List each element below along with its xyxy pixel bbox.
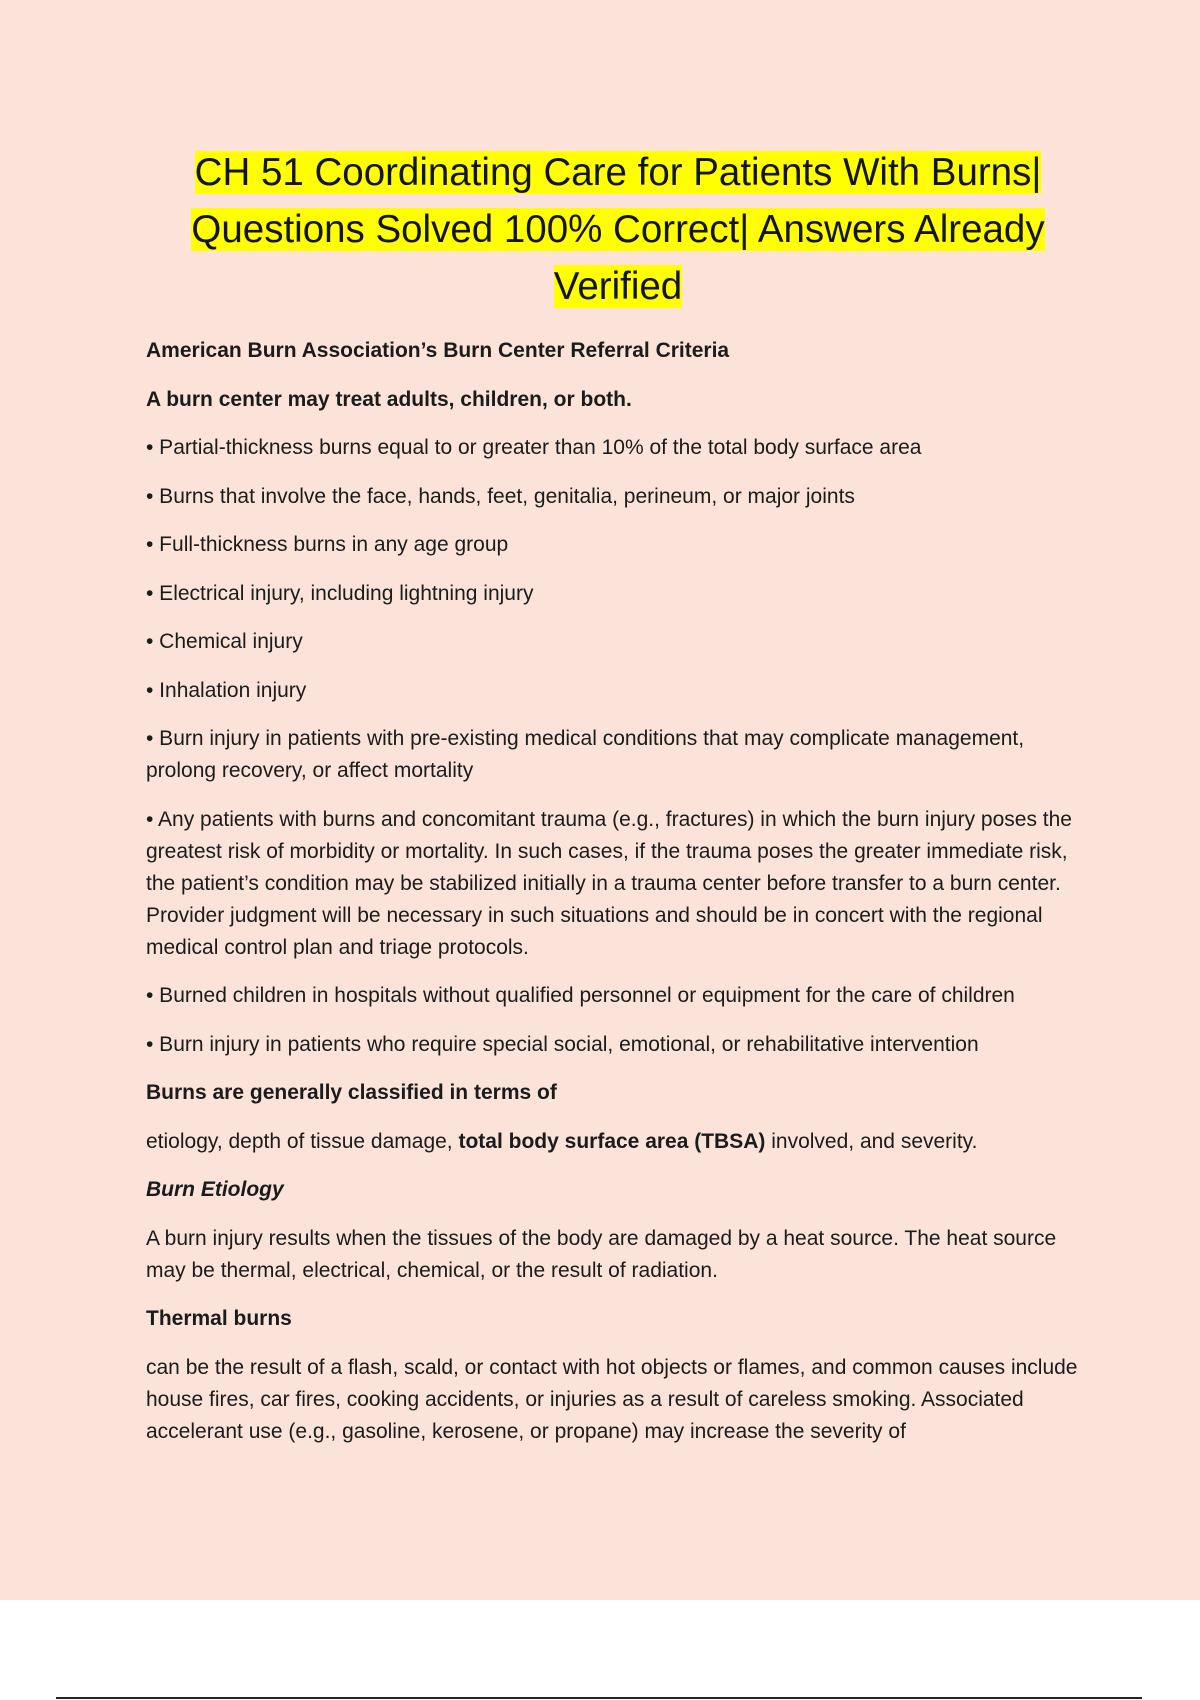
criteria-bullet: • Any patients with burns and concomitant trauma (e.g., fractures) in which the burn injury poses the greatest risk of morbidity or mortality. In such cases, if the trauma poses the greater immediate risk, the patient’s condition may be stabilized initially in a trauma center before transfer to a burn center. Provider judgment will be necessary in such situations and should be in concert with the regional medical control plan and triage protocols. (146, 807, 1072, 959)
criteria-bullet: • Burns that involve the face, hands, feet, genitalia, perineum, or major joints (146, 484, 855, 508)
title-line: Verified (553, 265, 683, 308)
criteria-bullet: • Inhalation injury (146, 678, 307, 702)
criteria-bullet: • Electrical injury, including lightning injury (146, 581, 534, 605)
page-title (150, 144, 1086, 315)
criteria-bullet: • Partial-thickness burns equal to or greater than 10% of the total body surface area (146, 436, 922, 459)
title-line: Questions Solved 100% Correct| Answers Already (191, 208, 1045, 251)
thermal-heading: Thermal burns (146, 1307, 292, 1330)
criteria-bullet: • Burn injury in patients with pre-existing medical conditions that may complicate management, prolong recovery, or affect mortality (146, 727, 1025, 782)
etiology-heading: Burn Etiology (146, 1178, 284, 1201)
thermal-text: can be the result of a flash, scald, or contact with hot objects or flames, and common causes include house fires, car fires, cooking accidents, or injuries as a result of careless smoking. Associated accelerant use (e.g., gasoline, kerosene, or propane) may increase the severity of (146, 1355, 1078, 1443)
etiology-text: A burn injury results when the tissues of the body are damaged by a heat source. The heat source may be thermal, electrical, chemical, or the result of radiation. (146, 1226, 1057, 1282)
criteria-bullet: • Chemical injury (146, 630, 303, 653)
criteria-heading: American Burn Association’s Burn Center Referral Criteria (146, 339, 730, 362)
document-body (146, 335, 1096, 1464)
criteria-bullet: • Full-thickness burns in any age group (146, 533, 509, 556)
title-line: CH 51 Coordinating Care for Patients With Burns| (194, 151, 1042, 194)
criteria-intro: A burn center may treat adults, children, or both. (146, 387, 632, 411)
classification-text-start: etiology, depth of tissue damage, (146, 1129, 459, 1153)
page-divider (56, 1697, 1142, 1699)
classification-text (146, 1126, 1096, 1158)
criteria-bullet: • Burned children in hospitals without qualified personnel or equipment for the care of children (146, 984, 1015, 1007)
criteria-bullet: • Burn injury in patients who require special social, emotional, or rehabilitative intervention (146, 1032, 979, 1056)
classification-text-bold: total body surface area (TBSA) (458, 1129, 766, 1153)
classification-heading: Burns are generally classified in terms of (146, 1081, 557, 1104)
classification-text-end: involved, and severity. (765, 1129, 978, 1153)
